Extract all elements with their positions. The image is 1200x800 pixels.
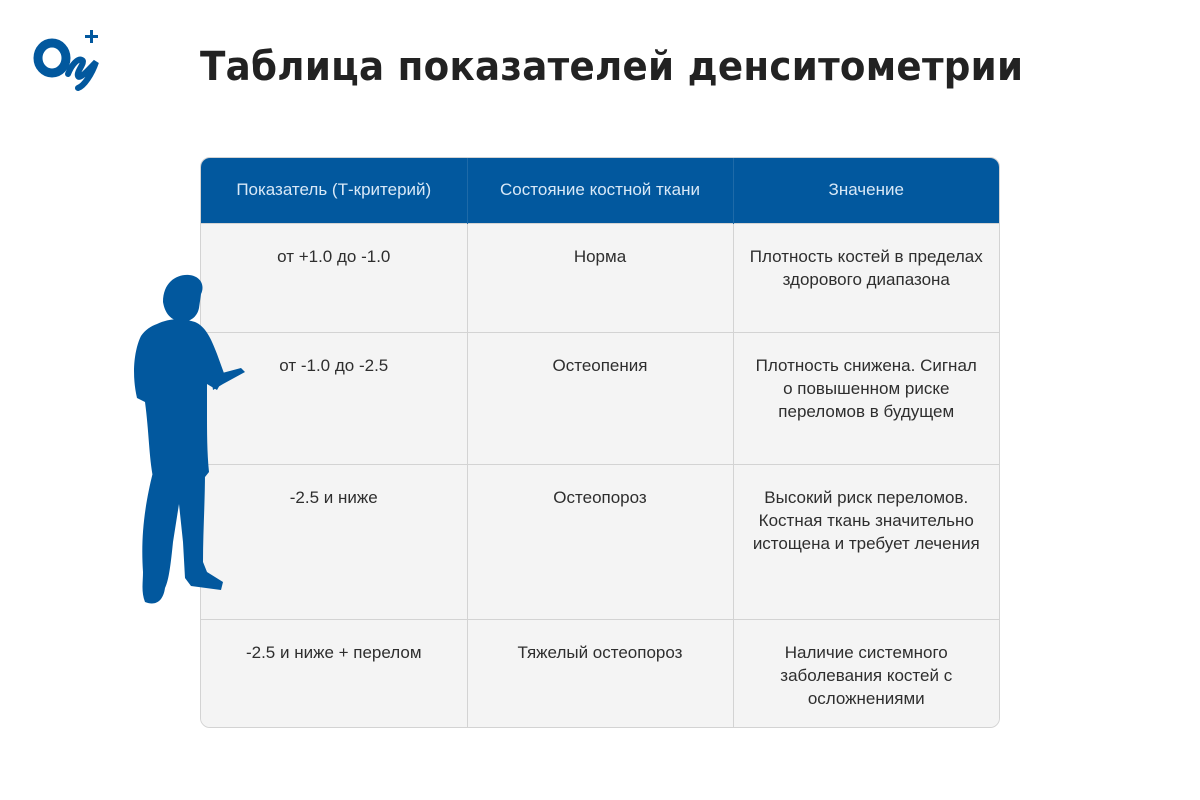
table-row [201, 619, 999, 728]
cell-bone-state: Норма [467, 223, 733, 332]
column-header-meaning: Значение [733, 158, 999, 223]
cell-t-score: от +1.0 до -1.0 [201, 223, 467, 332]
cell-t-score: -2.5 и ниже [201, 464, 467, 619]
cell-bone-state: Остеопения [467, 332, 733, 464]
table-header-row [201, 158, 999, 223]
cell-t-score: от -1.0 до -2.5 [201, 332, 467, 464]
table-row [201, 332, 999, 464]
cell-bone-state: Остеопороз [467, 464, 733, 619]
column-header-t-score: Показатель (Т-критерий) [201, 158, 467, 223]
cell-meaning: Плотность снижена. Сигнал о повышенном риске переломов в будущем [733, 332, 999, 464]
cell-meaning: Плотность костей в пределах здорового диапазона [733, 223, 999, 332]
cell-meaning: Наличие системного заболевания костей с осложнениями [733, 619, 999, 728]
column-header-bone-state: Состояние костной ткани [467, 158, 733, 223]
page-title: Таблица показателей денситометрии [200, 44, 1024, 90]
person-with-tablet-silhouette-icon [113, 272, 245, 610]
table-row [201, 223, 999, 332]
densitometry-table [200, 157, 1000, 728]
cell-t-score: -2.5 и ниже + перелом [201, 619, 467, 728]
on-plus-logo-icon [32, 28, 104, 94]
cell-bone-state: Тяжелый остеопороз [467, 619, 733, 728]
cell-meaning: Высокий риск переломов. Костная ткань значительно истощена и требует лечения [733, 464, 999, 619]
table-row [201, 464, 999, 619]
